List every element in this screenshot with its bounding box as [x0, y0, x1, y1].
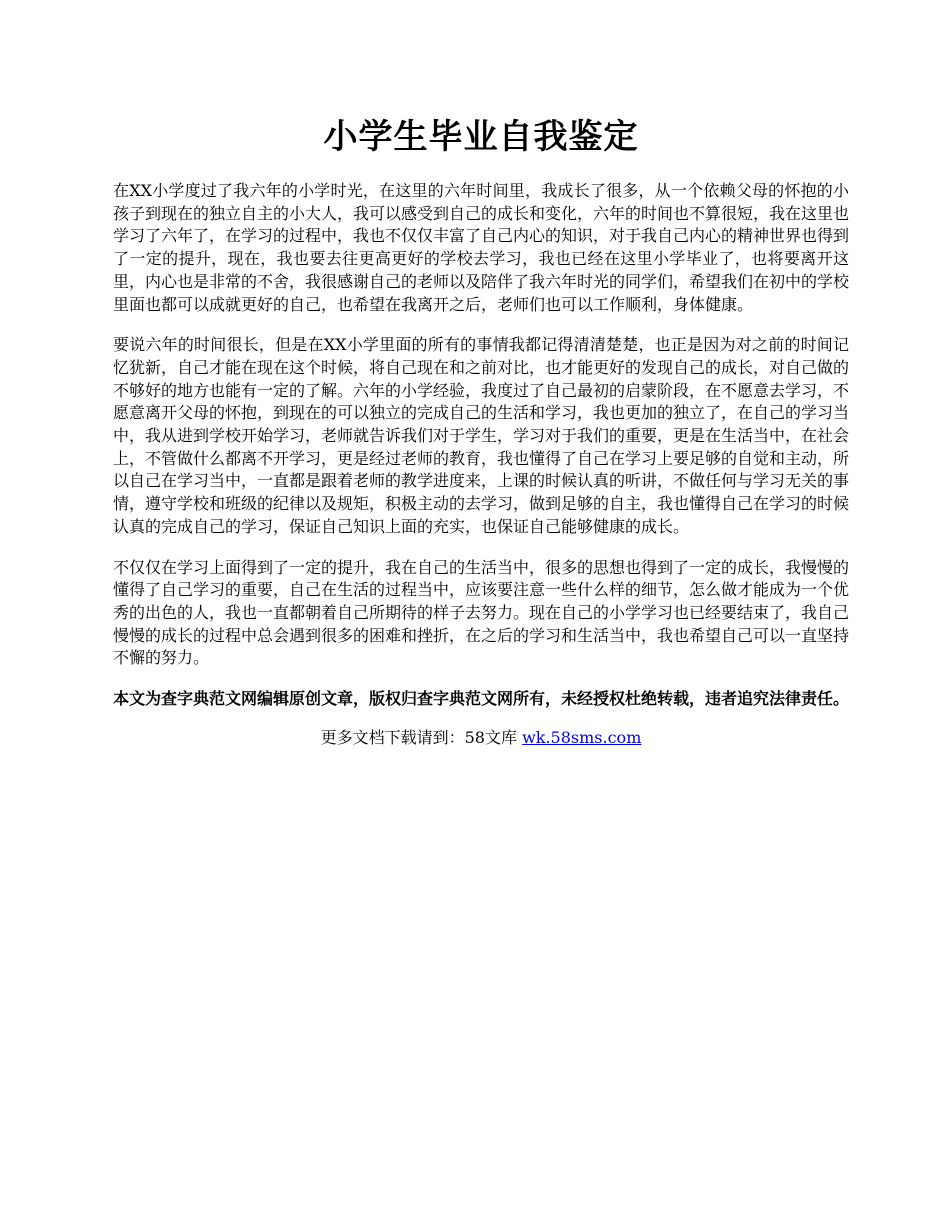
download-site-link[interactable]: wk.58sms.com	[522, 727, 642, 747]
download-footer	[113, 727, 849, 750]
document-title: 小学生毕业自我鉴定	[323, 117, 639, 157]
document-page	[113, 110, 849, 749]
paragraph-1: 在XX小学度过了我六年的小学时光，在这里的六年时间里，我成长了很多，从一个依赖父母的怀抱的小孩子到现在的独立自主的小大人，我可以感受到自己的成长和变化，六年的时间也不算很短，我在这里也学习了六年了，在学习的过程中，我也不仅仅丰富了自己内心的知识，对于我自己内心的精神世界也得到了一定的提升，现在，我也要去往更高更好的学校去学习，我也已经在这里小学毕业了，也将要离开这里，内心也是非常的不舍，我很感谢自己的老师以及陪伴了我六年时光的同学们，希望我们在初中的学校里面也都可以成就更好的自己，也希望在我离开之后，老师们也可以工作顺利，身体健康。	[113, 181, 850, 314]
download-prefix-text: 更多文档下载请到：58文库	[320, 727, 523, 747]
copyright-notice: 本文为查字典范文网编辑原创文章，版权归查字典范文网所有，未经授权杜绝转载，违者追究法律责任。	[113, 689, 850, 709]
paragraph-3: 不仅仅在学习上面得到了一定的提升，我在自己的生活当中，很多的思想也得到了一定的成长，我慢慢的懂得了自己学习的重要，自己在生活的过程当中，应该要注意一些什么样的细节，怎么做才能成为一个优秀的出色的人，我也一直都朝着自己所期待的样子去努力。现在自己的小学学习也已经要结束了，我自己慢慢的成长的过程中总会遇到很多的困难和挫折，在之后的学习和生活当中，我也希望自己可以一直坚持不懈的努力。	[113, 557, 850, 668]
paragraph-2: 要说六年的时间很长，但是在XX小学里面的所有的事情我都记得清清楚楚，也正是因为对之前的时间记忆犹新，自己才能在现在这个时候，将自己现在和之前对比，也才能更好的发现自己的成长，对自己做的不够好的地方也能有一定的了解。六年的小学经验，我度过了自己最初的启蒙阶段，在不愿意去学习，不愿意离开父母的怀抱，到现在的可以独立的完成自己的生活和学习，我也更加的独立了，在自己的学习当中，我从进到学校开始学习，老师就告诉我们对于学生，学习对于我们的重要，更是在生活当中，在社会上，不管做什么都离不开学习，更是经过老师的教育，我也懂得了自己在学习上要足够的自觉和主动，所以自己在学习当中，一直都是跟着老师的教学进度来，上课的时候认真的听讲，不做任何与学习无关的事情，遵守学校和班级的纪律以及规矩，积极主动的去学习，做到足够的自主，我也懂得自己在学习的时候认真的完成自己的学习，保证自己知识上面的充实，也保证自己能够健康的成长。	[113, 335, 850, 536]
